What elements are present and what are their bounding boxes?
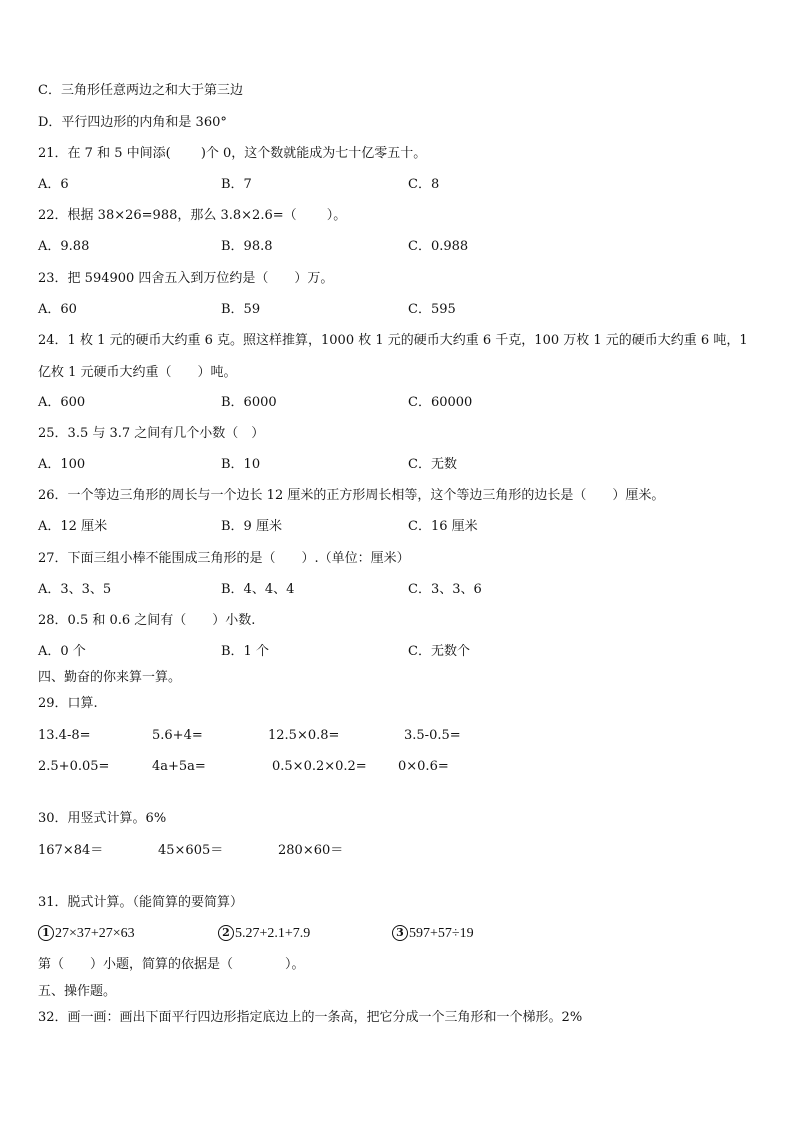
- question-22-stem: 22．根据 38×26=988，那么 3.8×2.6=（ ）。: [38, 208, 347, 223]
- oral-calc-item: 0.5×0.2×0.2=: [272, 759, 367, 774]
- option-a: A．3、3、5: [38, 582, 112, 597]
- option-c: C．60000: [408, 395, 473, 410]
- oral-calc-item: 4a+5a=: [152, 759, 206, 774]
- question-29-stem: 29．口算.: [38, 696, 98, 711]
- circled-number: 1: [38, 925, 54, 941]
- question-22-options: [38, 238, 738, 256]
- expression: 5.27+2.1+7.9: [235, 926, 311, 941]
- question-30-stem: 30．用竖式计算。6%: [38, 811, 167, 826]
- option-b: B．1 个: [221, 644, 269, 659]
- question-26-options: [38, 518, 738, 536]
- expression-item-1: [38, 925, 135, 943]
- circled-number: 3: [392, 925, 408, 941]
- question-21-options: [38, 176, 738, 194]
- question-24-stem: 24．1 枚 1 元的硬币大约重 6 克。照这样推算，1000 枚 1 元的硬币大约重 6 千克，100 万枚 1 元的硬币大约重 6 吨，1 亿枚 1 元硬币大约重（ ）吨。: [38, 333, 748, 380]
- option-c: C．0.988: [408, 239, 469, 254]
- question-26-stem: 26．一个等边三角形的周长与一个边长 12 厘米的正方形周长相等，这个等边三角形的边长是（ ）厘米。: [38, 488, 665, 503]
- option-b: B．6000: [221, 395, 277, 410]
- option-a: A．0 个: [38, 644, 86, 659]
- option-b: B．4、4、4: [221, 582, 295, 597]
- question-23-stem: 23．把 594900 四舍五入到万位约是（ ）万。: [38, 271, 334, 286]
- option-b: B．10: [221, 457, 261, 472]
- option-c: C．无数: [408, 457, 457, 472]
- option-b: B．7: [221, 177, 252, 192]
- circled-number: 2: [218, 925, 234, 941]
- question-27-options: [38, 581, 738, 599]
- option-c: C．无数个: [408, 644, 470, 659]
- expression-item-2: [218, 925, 310, 943]
- expression: 27×37+27×63: [55, 926, 135, 941]
- oral-calc-item: 12.5×0.8=: [268, 728, 340, 743]
- option-b: B．9 厘米: [221, 519, 282, 534]
- prev-option-c: C．三角形任意两边之和大于第三边: [38, 83, 243, 98]
- option-a: A．600: [38, 395, 86, 410]
- expression-item-3: [392, 925, 474, 943]
- oral-calc-item: 5.6+4=: [152, 728, 203, 743]
- oral-calc-item: 0×0.6=: [398, 759, 449, 774]
- question-31-stem: 31．脱式计算。（能简算的要简算）: [38, 895, 244, 910]
- oral-calc-item: 3.5-0.5=: [404, 728, 461, 743]
- option-b: B．98.8: [221, 239, 273, 254]
- option-a: A．100: [38, 457, 86, 472]
- option-b: B．59: [221, 302, 261, 317]
- option-a: A．9.88: [38, 239, 90, 254]
- option-a: A．6: [38, 177, 69, 192]
- question-25-stem: 25．3.5 与 3.7 之间有几个小数（ ）: [38, 426, 265, 441]
- question-23-options: [38, 301, 738, 319]
- section-4-title: 四、勤奋的你来算一算。: [38, 670, 182, 685]
- vertical-calc-item: 280×60＝: [278, 843, 344, 858]
- option-a: A．60: [38, 302, 77, 317]
- option-c: C．8: [408, 177, 440, 192]
- question-28-stem: 28．0.5 和 0.6 之间有（ ）小数.: [38, 613, 256, 628]
- option-c: C．16 厘米: [408, 519, 478, 534]
- question-28-options: [38, 643, 738, 661]
- section-5-title: 五、操作题。: [38, 984, 117, 999]
- question-27-stem: 27．下面三组小棒不能围成三角形的是（ ）.（单位：厘米）: [38, 551, 410, 566]
- vertical-calc-item: 167×84＝: [38, 843, 104, 858]
- option-c: C．3、3、6: [408, 582, 482, 597]
- option-c: C．595: [408, 302, 456, 317]
- question-24-options: [38, 394, 738, 412]
- vertical-calc-item: 45×605＝: [158, 843, 224, 858]
- question-31-followup: 第（ ）小题，简算的依据是（ ）。: [38, 957, 305, 972]
- prev-option-d: D．平行四边形的内角和是 360°: [38, 115, 227, 130]
- expression: 597+57÷19: [409, 926, 474, 941]
- question-21-stem: 21．在 7 和 5 中间添( )个 0，这个数就能成为七十亿零五十。: [38, 146, 427, 161]
- oral-calc-item: 2.5+0.05=: [38, 759, 110, 774]
- question-32-stem: 32．画一画：画出下面平行四边形指定底边上的一条高，把它分成一个三角形和一个梯形。2%: [38, 1010, 583, 1025]
- question-25-options: [38, 456, 738, 474]
- oral-calc-item: 13.4-8=: [38, 728, 91, 743]
- option-a: A．12 厘米: [38, 519, 108, 534]
